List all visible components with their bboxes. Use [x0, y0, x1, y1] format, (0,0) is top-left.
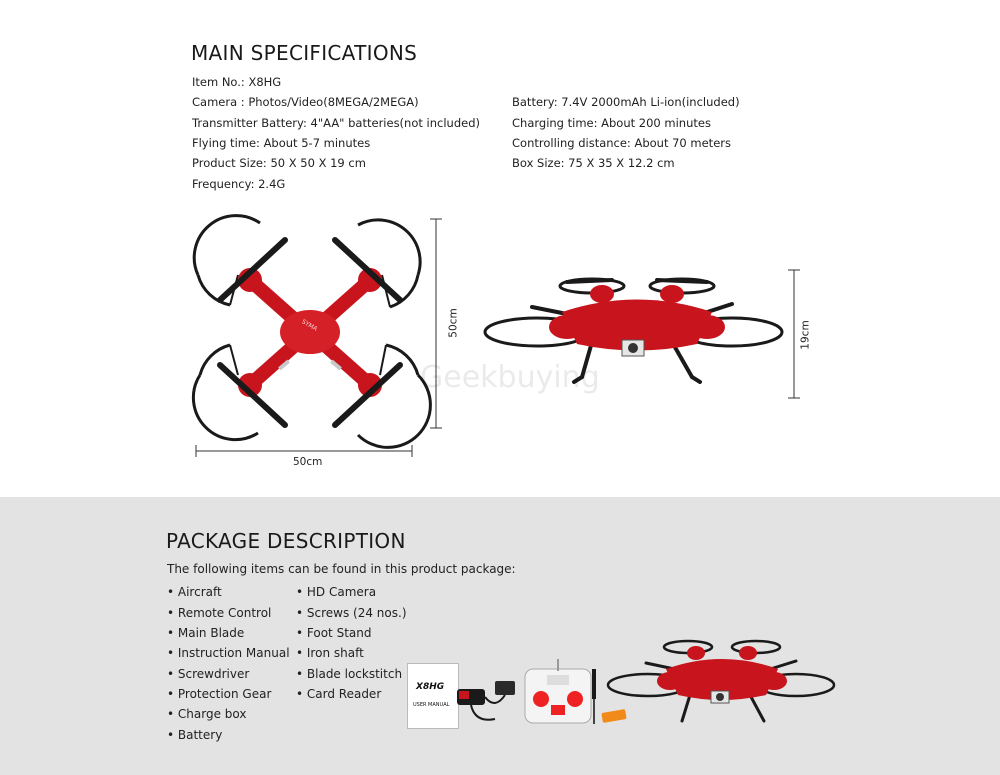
spec-camera: Camera : Photos/Video(8MEGA/2MEGA)	[192, 95, 419, 109]
package-item: • Aircraft	[167, 585, 222, 599]
package-drone-image	[606, 635, 838, 735]
top-view-height-label: 50cm	[447, 308, 460, 338]
package-title: PACKAGE DESCRIPTION	[166, 529, 406, 553]
spec-transmitter-battery: Transmitter Battery: 4"AA" batteries(not included)	[192, 116, 480, 130]
package-intro: The following items can be found in this product package:	[167, 562, 516, 576]
manual-caption-text: USER MANUAL	[413, 702, 450, 708]
manual-model-text: X8HG	[416, 682, 445, 692]
spec-product-size: Product Size: 50 X 50 X 19 cm	[192, 156, 366, 170]
package-item: • Charge box	[167, 707, 247, 721]
side-view-height-label: 19cm	[799, 320, 812, 350]
package-item: • Screws (24 nos.)	[296, 606, 407, 620]
spec-flying-time: Flying time: About 5-7 minutes	[192, 136, 371, 150]
top-view-dimension-lines	[190, 215, 450, 460]
spec-item-no: Item No.: X8HG	[192, 75, 282, 89]
remote-control-image	[523, 657, 593, 727]
drone-logo-label: SYMA	[300, 318, 319, 333]
package-item: • HD Camera	[296, 585, 377, 599]
package-item: • Card Reader	[296, 687, 382, 701]
specifications-title: MAIN SPECIFICATIONS	[191, 41, 418, 65]
package-item: • Battery	[167, 728, 223, 742]
spec-frequency: Frequency: 2.4G	[192, 177, 286, 191]
package-section	[0, 497, 1000, 775]
package-item: • Blade lockstitch	[296, 667, 403, 681]
watermark-text: Geekbuying	[420, 360, 600, 395]
package-item: • Screwdriver	[167, 667, 250, 681]
package-item: • Protection Gear	[167, 687, 272, 701]
package-item: • Instruction Manual	[167, 646, 290, 660]
screwdriver-image	[588, 667, 600, 727]
top-view-width-label: 50cm	[293, 456, 323, 468]
user-manual-image	[407, 663, 459, 729]
spec-charging-time: Charging time: About 200 minutes	[512, 116, 711, 130]
package-item: • Main Blade	[167, 626, 245, 640]
spec-battery: Battery: 7.4V 2000mAh Li-ion(included)	[512, 95, 740, 109]
spec-controlling-distance: Controlling distance: About 70 meters	[512, 136, 731, 150]
package-item: • Remote Control	[167, 606, 272, 620]
charger-image	[455, 675, 520, 730]
package-item: • Foot Stand	[296, 626, 372, 640]
spec-box-size: Box Size: 75 X 35 X 12.2 cm	[512, 156, 675, 170]
package-item: • Iron shaft	[296, 646, 364, 660]
